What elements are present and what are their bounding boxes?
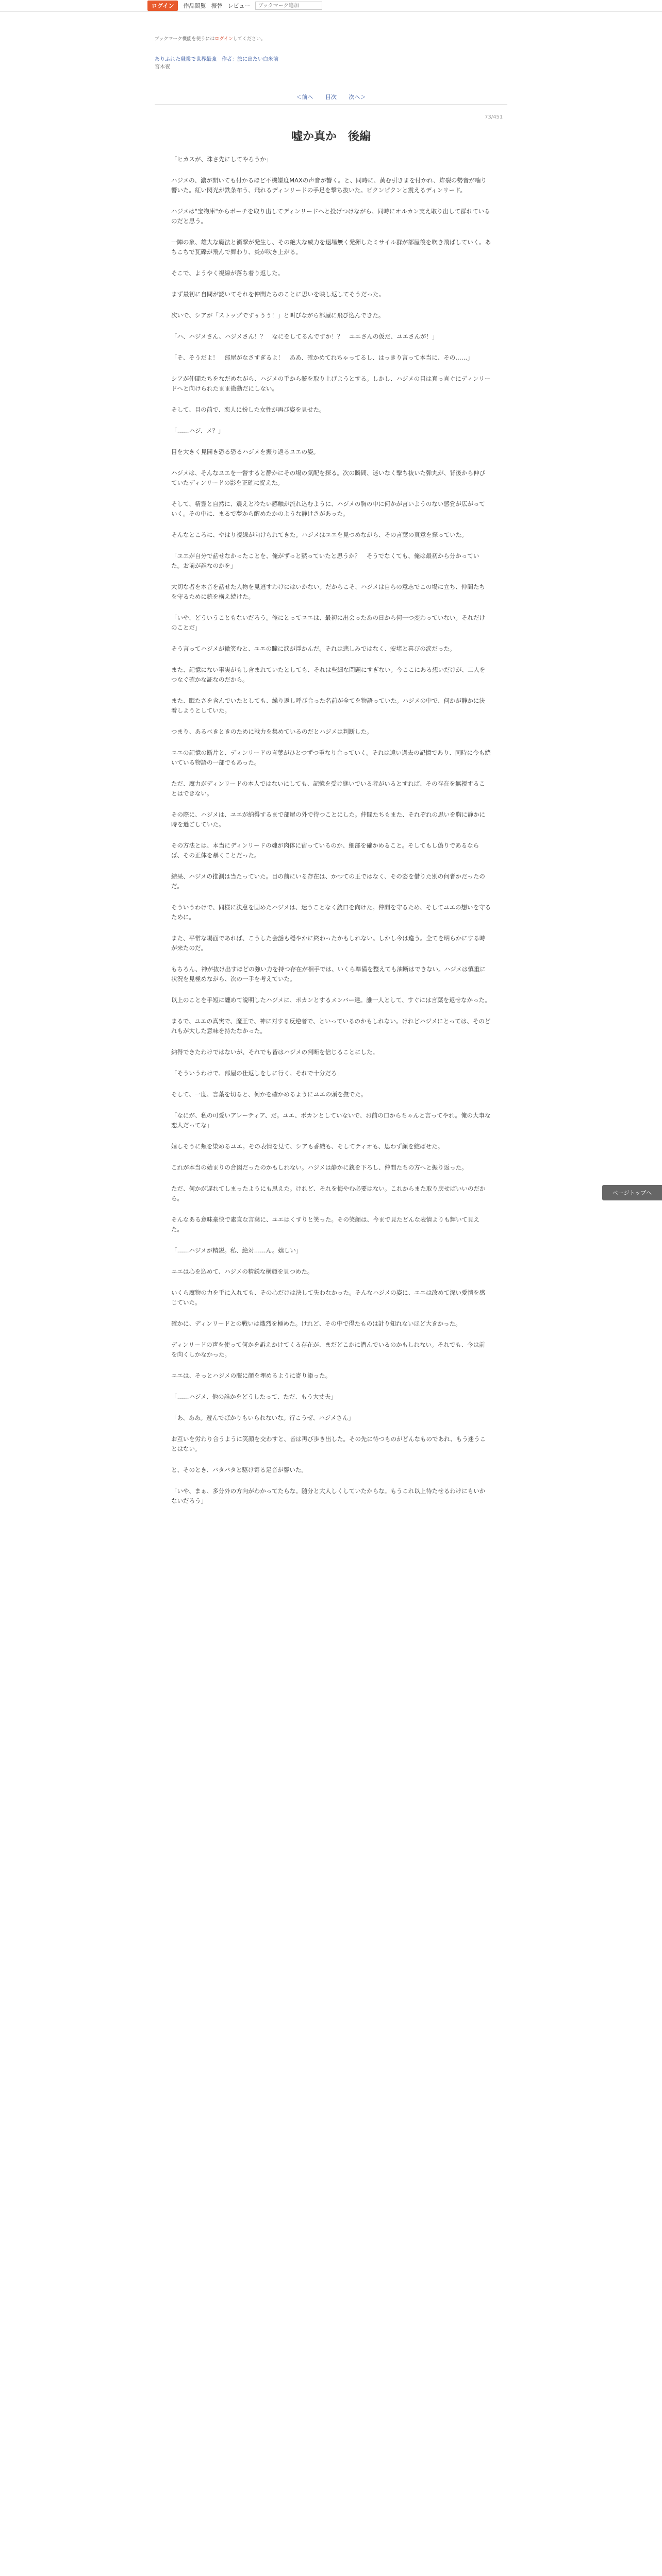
next-chapter-link[interactable]: 次へ＞ <box>349 94 366 100</box>
body-paragraph: 「そういうわけで、部屋の仕返しをしに行く。それで十分だろ」 <box>171 1070 343 1077</box>
body-paragraph: その方法とは、本当にディンリードの魂が肉体に宿っているのか、細部を確かめること。そしてもし偽りであるならば、その正体を暴くことだった。 <box>171 842 479 859</box>
chapter-pager <box>0 93 662 101</box>
body-paragraph: 確かに、ディンリードとの戦いは熾烈を極めた。けれど、その中で得たものは計り知れないほど大きかった。 <box>171 1320 461 1327</box>
notice-login-link[interactable]: ログイン <box>214 37 233 42</box>
bookmark-search-input[interactable] <box>255 2 322 10</box>
body-paragraph: ユエは、そっとハジメの服に顔を埋めるように寄り添った。 <box>171 1372 332 1379</box>
body-paragraph: お互いを労わり合うように笑顔を交わすと、皆は再び歩き出した。その先に待つものがどんなものであれ、もう迷うことはない。 <box>171 1435 486 1452</box>
body-paragraph: と、そのとき、バタバタと駆け寄る足音が響いた。 <box>171 1466 307 1473</box>
login-button[interactable]: ログイン <box>147 1 178 11</box>
body-paragraph: 「なにが、私の可愛いアレーティア、だ。ユエ、ポカンとしていないで、お前の口からちゃんと言ってやれ。俺の大事な恋人だってな」 <box>171 1112 491 1129</box>
body-paragraph: まず最初に自問が認いてそれを仲間たちのことに思いを映し返してそうだった。 <box>171 291 385 298</box>
body-paragraph: 次いで、シアが「ストップですぅうう！」と叫びながら部屋に飛び込んできた。 <box>171 312 385 319</box>
body-paragraph: 「ユエが自分で話せなかったことを、俺がずっと黙っていたと思うか？ そうでなくても、俺は最初から分かっていた。お前が誰なのかを」 <box>171 552 479 569</box>
nav-link-review[interactable]: レビュー <box>227 3 251 9</box>
body-paragraph: これが本当の始まりの合図だったのかもしれない。ハジメは静かに銃を下ろし、仲間たちの方へと振り返った。 <box>171 1164 468 1171</box>
body-paragraph: 「……ハジメが精鋭。私、絶対……ん。嬉しい」 <box>171 1247 302 1254</box>
body-paragraph: ユエの記憶の断片と、ディンリードの言葉がひとつずつ重なり合っていく。それは遠い過去の記憶であり、同時に今も続いている物語の一部でもあった。 <box>171 749 491 766</box>
body-paragraph: 以上のことを手短に纏めて説明したハジメに、ポカンとするメンバー達。誰一人として、すぐには言葉を返せなかった。 <box>171 996 491 1004</box>
body-paragraph: 「ハ、ハジメさん、ハジメさん！？ なにをしてるんですか！？ ユエさんの仮だ、ユエさんが！」 <box>171 333 438 340</box>
body-paragraph: ただ、魔力がディンリードの本人ではないにしても、記憶を受け継いでいる者がいるとすれば、その存在を無視することはできない。 <box>171 780 485 797</box>
body-paragraph: ハジメの、濃が開いても付かるほど不機嫌度MAXの声音が響く。と、同時に、黄む引きまを付かれ、炸裂の勢音が噛り響いた。紅い閃光が鉄条布う、飛れるディンリードの手足を撃ち抜いた。ピクンピクンと震えるディンリード。 <box>171 177 487 194</box>
notice-suffix: してください。 <box>233 37 266 42</box>
body-paragraph: 大切な者を本音を話せた人物を見逃すわけにはいかない。だからこそ、ハジメは自らの意志でこの場に立ち、仲間たちを守るために銃を構え続けた。 <box>171 583 485 600</box>
bookmark-notice <box>155 35 266 42</box>
body-paragraph: ユエは心を込めて、ハジメの精鋭な横顔を見つめた。 <box>171 1268 313 1275</box>
body-paragraph: いくら魔物の力を手に入れても、その心だけは決して失わなかった。そんなハジメの姿に、ユエは改めて深い愛情を感じていた。 <box>171 1289 486 1306</box>
body-paragraph: ハジメは、そんなユエを一瞥すると静かにその場の気配を探る。次の瞬間、迷いなく撃ち抜いた弾丸が、背後から伸びていたディンリードの影を正確に捉えた。 <box>171 469 486 486</box>
body-paragraph: 嬉しそうに頬を染めるユエ。その表情を見て、シアも香織も、そしてティオも、思わず顔を綻ばせた。 <box>171 1143 444 1150</box>
body-paragraph: ハジメは"宝物庫"からポーチを取り出してディンリードへと投げつけながら、同時にオルカン支え取り出して群れているのだと思う。 <box>171 208 490 225</box>
notice-prefix: ブックマーク機能を使うには <box>155 37 215 42</box>
prev-chapter-link[interactable]: ＜前へ <box>296 94 313 100</box>
series-title-link[interactable]: ありふれた職業で世界最強 作者：旅に出たい白米前 <box>155 57 278 62</box>
body-paragraph: ただ、何かが遅れてしまったようにも思えた。けれど、それを悔やむ必要はない。これからまた取り戻せばいいのだから。 <box>171 1185 486 1202</box>
body-paragraph: また、眠たさを含んでいたとしても、繰り返し呼び合った名前が全てを物語っていた。ハジメの中で、何かが静かに決着しようとしていた。 <box>171 697 485 714</box>
body-paragraph: そう言ってハジメが微笑むと、ユエの瞳に涙が浮かんだ。それは悲しみではなく、安堵と喜びの涙だった。 <box>171 645 456 652</box>
body-paragraph: 「……ハジメ、他の誰かをどうしたって、ただ、もう大丈夫」 <box>171 1393 337 1400</box>
body-paragraph: 「いや、どういうこともないだろう。俺にとってユエは、最初に出会ったあの日から何一つ変わっていない。それだけのことだ」 <box>171 614 485 631</box>
body-paragraph: そこで、ようやく視線が落ち着り返した。 <box>171 269 284 277</box>
body-paragraph: 「いや、まぁ、多分外の方向がわかってたらな。随分と大人しくしていたからな。もうこれ以上待たせるわけにもいかないだろう」 <box>171 1487 486 1504</box>
body-paragraph: そんなある意味豪快で素直な言葉に、ユエはくすりと笑った。その笑顔は、今まで見たどんな表情よりも輝いて見えた。 <box>171 1216 479 1233</box>
body-paragraph: 「あ、ああ。遊んでばかりもいられないな。行こうぜ、ハジメさん」 <box>171 1414 354 1421</box>
body-paragraph: 一陣の象、雄大な魔法と衝撃が発生し、その絶大な威力を退場無く発揮したミサイル群が部屋後を吹き飛ばしていく。あちこちで瓦礫が飛んで舞わり、炎が吹き上がる。 <box>171 239 491 256</box>
body-paragraph: そんなところに、やはり視線が向けられてきた。ハジメはユエを見つめながら、その言葉の真意を探っていた。 <box>171 531 468 538</box>
series-info <box>155 56 278 71</box>
chapter-number: 73/451 <box>485 114 503 120</box>
body-paragraph: 目を大きく見開き恐る恐るハジメを振り返るユエの姿。 <box>171 448 320 455</box>
chapter-title: 嘘か真か 後編 <box>291 130 371 143</box>
author-name[interactable]: 宮木夜 <box>155 64 170 70</box>
nav-link-transfer[interactable]: 振替 <box>211 3 223 9</box>
body-paragraph: もちろん、神が抜け出すほどの強い力を持つ存在が相手では、いくら準備を整えても油断はできない。ハジメは慎重に状況を見極めながら、次の一手を考えていた。 <box>171 965 486 982</box>
body-paragraph: そして、一度、言葉を切ると、何かを確かめるようにユエの頭を撫でた。 <box>171 1091 367 1098</box>
body-paragraph: そして、目の前で、恋人に扮した女性が再び姿を見せた。 <box>171 406 325 413</box>
body-paragraph: つまり、あるべきときのために戦力を集めているのだとハジメは判断した。 <box>171 728 373 735</box>
table-of-contents-link[interactable]: 目次 <box>325 94 337 100</box>
body-paragraph: 納得できたわけではないが、それでも皆はハジメの判断を信じることにした。 <box>171 1048 379 1056</box>
body-paragraph: また、記憶にない事実がもし含まれていたとしても、それは些細な問題にすぎない。今ここにある想いだけが、二人をつなぐ確かな証なのだから。 <box>171 666 486 683</box>
nav-link-browse[interactable]: 作品閲覧 <box>183 3 206 9</box>
body-paragraph: そして、精霊と自然に、震えと冷たい感触が流れ込むように、ハジメの胸の中に何かが言いようのない感覚が広がっていく。その中に、まるで夢から醒めたかのような静けさがあった。 <box>171 500 485 517</box>
body-paragraph: ディンリードの声を使って何かを訴えかけてくる存在が、まだどこかに潜んでいるのかもしれない。それでも、今は前を向くしかなかった。 <box>171 1341 485 1358</box>
body-paragraph: シアが仲間たちをなだめながら、ハジメの手から銃を取り上げようとする。しかし、ハジメの目は真っ直ぐにディンリードへと向けられたまま微動だにしない。 <box>171 375 491 392</box>
header-divider <box>155 104 507 105</box>
top-navigation-bar <box>0 0 662 12</box>
body-paragraph: 「そ、そうだよ！ 部屋がなさすぎるよ！ ああ、確かめてれちゃってるし、はっきり言って本当に、その……」 <box>171 354 473 361</box>
page-top-button[interactable]: ページトップへ <box>602 1185 662 1200</box>
body-paragraph: 「……ハジ、メ？」 <box>171 427 224 434</box>
top-navigation-inner <box>147 1 322 10</box>
body-paragraph: まるで、ユエの真実で、魔王で、神に対する反逆者で、といっているのかもしれない。けれどハジメにとっては、そのどれもが大した意味を持たなかった。 <box>171 1018 491 1035</box>
body-paragraph: 「ヒカスが、珠さ先にしてやろうか」 <box>171 156 272 163</box>
body-paragraph: また、平常な場面であれば、こうした会話も穏やかに終わったかもしれない。しかし今は違う。全てを明らかにする時が来たのだ。 <box>171 935 486 952</box>
body-paragraph: 結果、ハジメの推測は当たっていた。目の前にいる存在は、かつての王ではなく、その姿を借りた別の何者かだったのだ。 <box>171 873 485 890</box>
body-paragraph: その際に、ハジメは、ユエが納得するまで部屋の外で待つことにした。仲間たちもまた、それぞれの思いを胸に静かに時を過ごしていた。 <box>171 811 486 828</box>
chapter-body <box>171 155 491 1517</box>
body-paragraph: そういうわけで、同様に決意を固めたハジメは、迷うことなく銃口を向けた。仲間を守るため、そしてユエの想いを守るために。 <box>171 904 491 921</box>
